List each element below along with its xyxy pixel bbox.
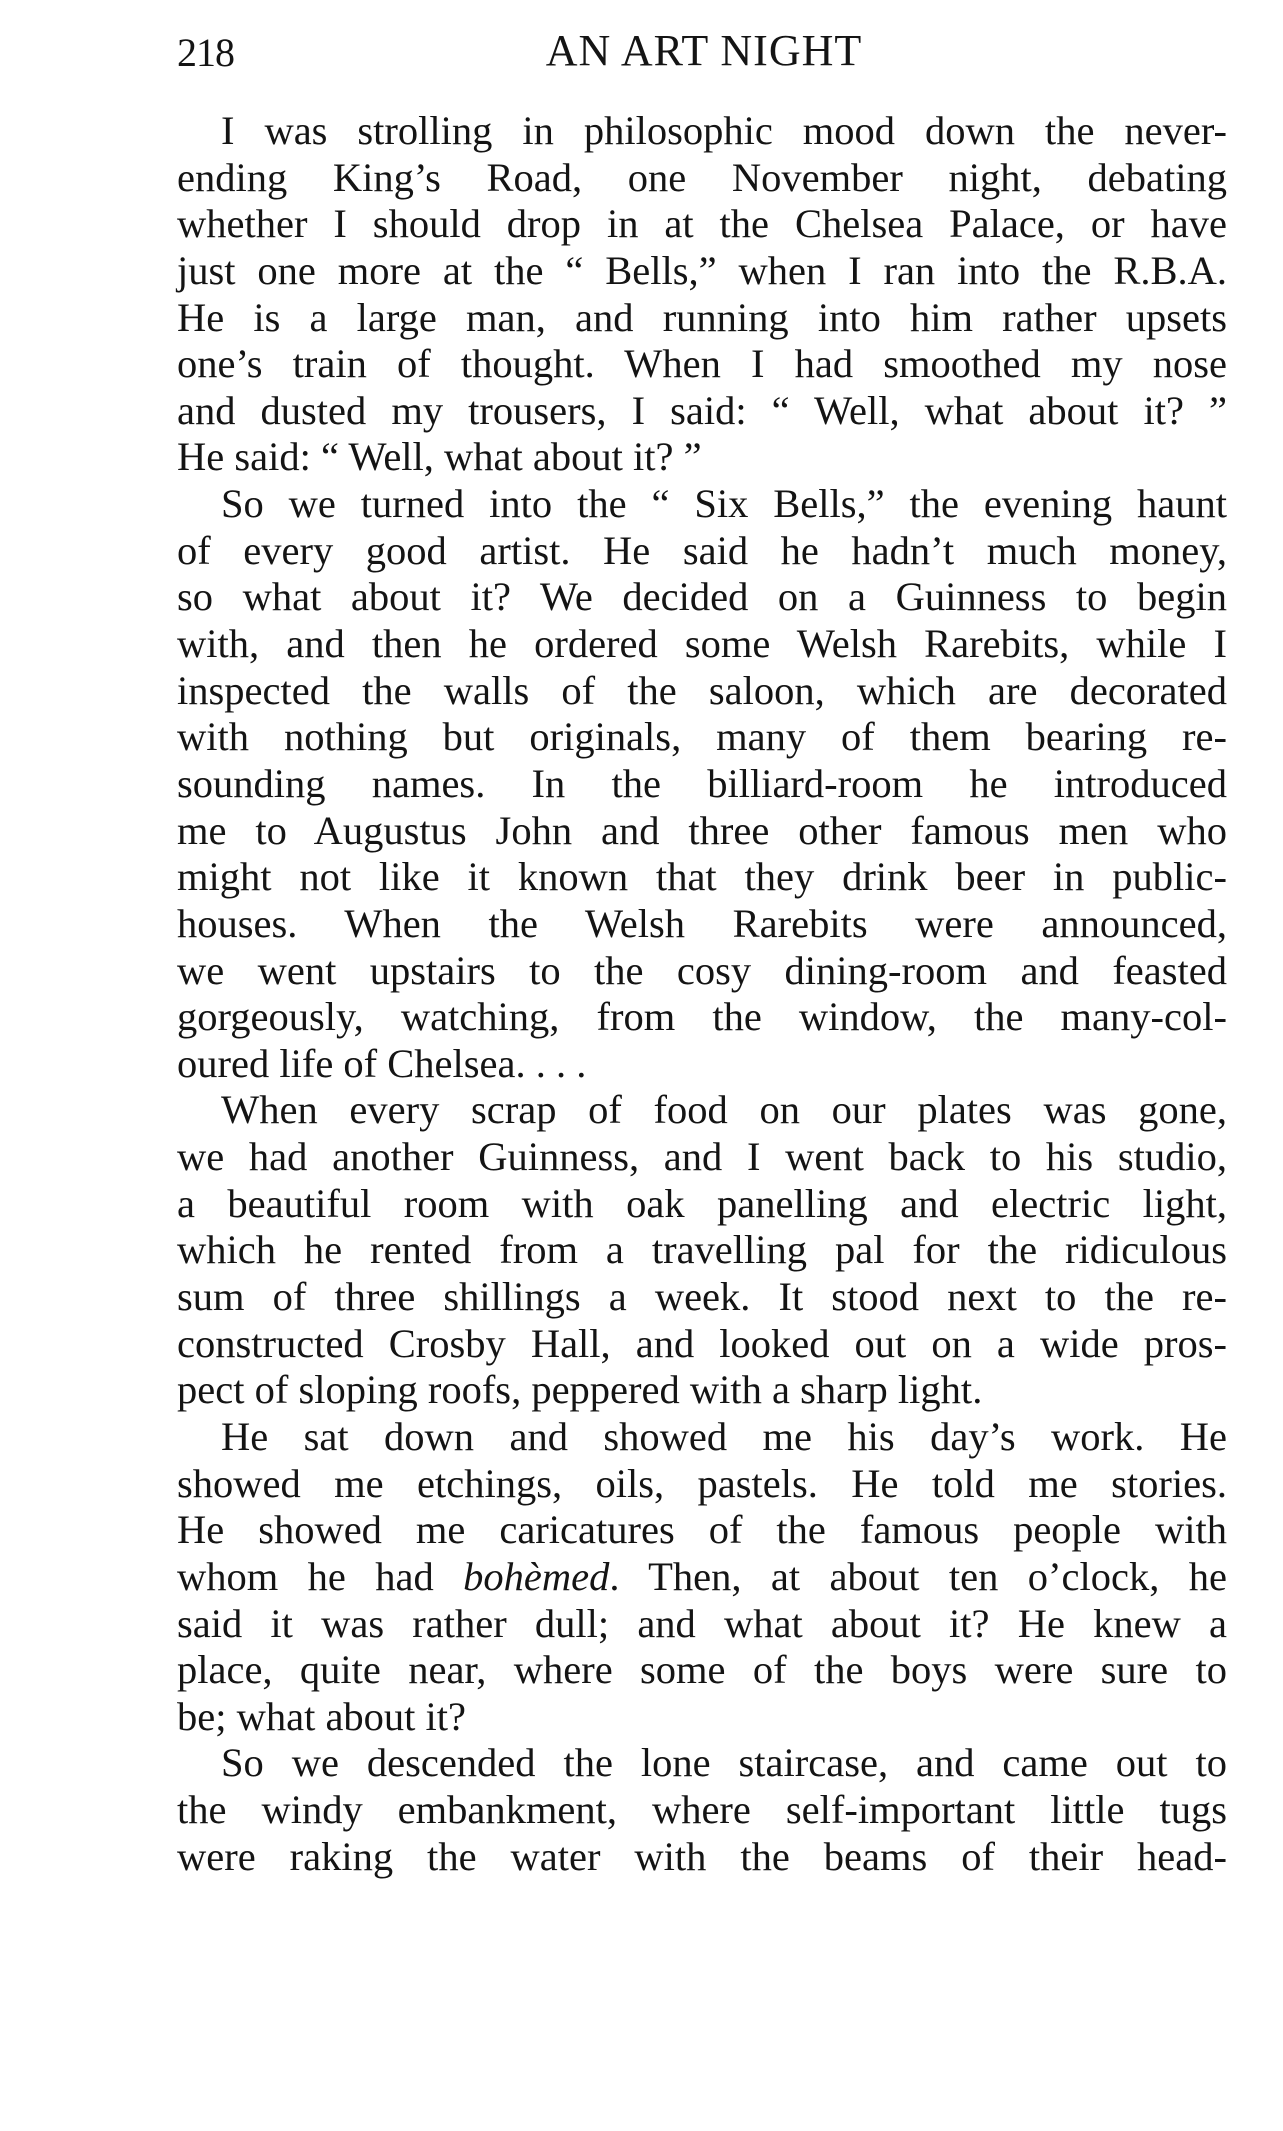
- text-line: be; what about it?: [177, 1693, 467, 1739]
- text-line: He is a large man, and running into him rather upsets: [177, 294, 1227, 340]
- text-line: place, quite near, where some of the boys were sure to: [177, 1647, 1227, 1693]
- text-line: said it was rather dull; and what about it? He knew a: [177, 1600, 1227, 1646]
- text-line: and dusted my trousers, I said: “ Well, what about it? ”: [177, 387, 1227, 433]
- text-line: of every good artist. He said he hadn’t much money,: [177, 527, 1227, 573]
- text-line: He showed me caricatures of the famous people with: [177, 1507, 1227, 1553]
- text-line: pect of sloping roofs, peppered with a sharp light.: [177, 1367, 983, 1413]
- text-line: might not like it known that they drink beer in public-: [177, 854, 1227, 900]
- text-line: [177, 1554, 1227, 1601]
- text-line: which he rented from a travelling pal for the ridiculous: [177, 1227, 1227, 1273]
- text-line: so what about it? We decided on a Guinness to begin: [177, 574, 1227, 620]
- text-line: me to Augustus John and three other famous men who: [177, 807, 1227, 853]
- text-line: showed me etchings, oils, pastels. He told me stories.: [177, 1460, 1227, 1506]
- text-line: oured life of Chelsea. . . .: [177, 1040, 587, 1086]
- text-line: I was strolling in philosophic mood down the never-: [221, 108, 1227, 153]
- running-title: AN ART NIGHT: [545, 26, 863, 75]
- text-line: whether I should drop in at the Chelsea Palace, or have: [177, 201, 1227, 247]
- text-line: one’s train of thought. When I had smoothed my nose: [177, 341, 1227, 387]
- text-line: with, and then he ordered some Welsh Rarebits, while I: [177, 621, 1227, 667]
- text-run: . Then, at about ten o’clock, he: [609, 1553, 1228, 1599]
- text-line: ending King’s Road, one November night, debating: [177, 154, 1227, 200]
- text-line: a beautiful room with oak panelling and electric light,: [177, 1180, 1227, 1226]
- text-line: constructed Crosby Hall, and looked out on a wide pros-: [177, 1320, 1227, 1366]
- text-line: When every scrap of food on our plates was gone,: [221, 1087, 1227, 1133]
- text-line: houses. When the Welsh Rarebits were announced,: [177, 900, 1227, 946]
- text-line: gorgeously, watching, from the window, the many-col-: [177, 994, 1227, 1040]
- text-line: inspected the walls of the saloon, which are decorated: [177, 667, 1227, 713]
- text-line: we had another Guinness, and I went back to his studio,: [177, 1134, 1227, 1180]
- page-header: [177, 22, 1227, 82]
- text-run: whom he had: [177, 1553, 464, 1599]
- text-line: the windy embankment, where self-important little tugs: [177, 1787, 1227, 1833]
- text-line: So we turned into the “ Six Bells,” the evening haunt: [221, 481, 1227, 527]
- text-line: sum of three shillings a week. It stood next to the re-: [177, 1274, 1227, 1320]
- body-text: [177, 108, 1227, 1880]
- text-line: just one more at the “ Bells,” when I ran into the R.B.A.: [177, 247, 1227, 293]
- text-line: sounding names. In the billiard-room he introduced: [177, 760, 1227, 806]
- text-line: He sat down and showed me his day’s work. He: [221, 1413, 1227, 1459]
- text-line: He said: “ Well, what about it? ”: [177, 434, 702, 480]
- text-line: were raking the water with the beams of their head-: [177, 1833, 1227, 1879]
- italic-word: bohèmed: [463, 1553, 610, 1599]
- text-line: we went upstairs to the cosy dining-room and feasted: [177, 947, 1227, 993]
- page-number: 218: [177, 30, 234, 75]
- text-line: with nothing but originals, many of them bearing re-: [177, 714, 1227, 760]
- text-line: So we descended the lone staircase, and came out to: [221, 1740, 1227, 1786]
